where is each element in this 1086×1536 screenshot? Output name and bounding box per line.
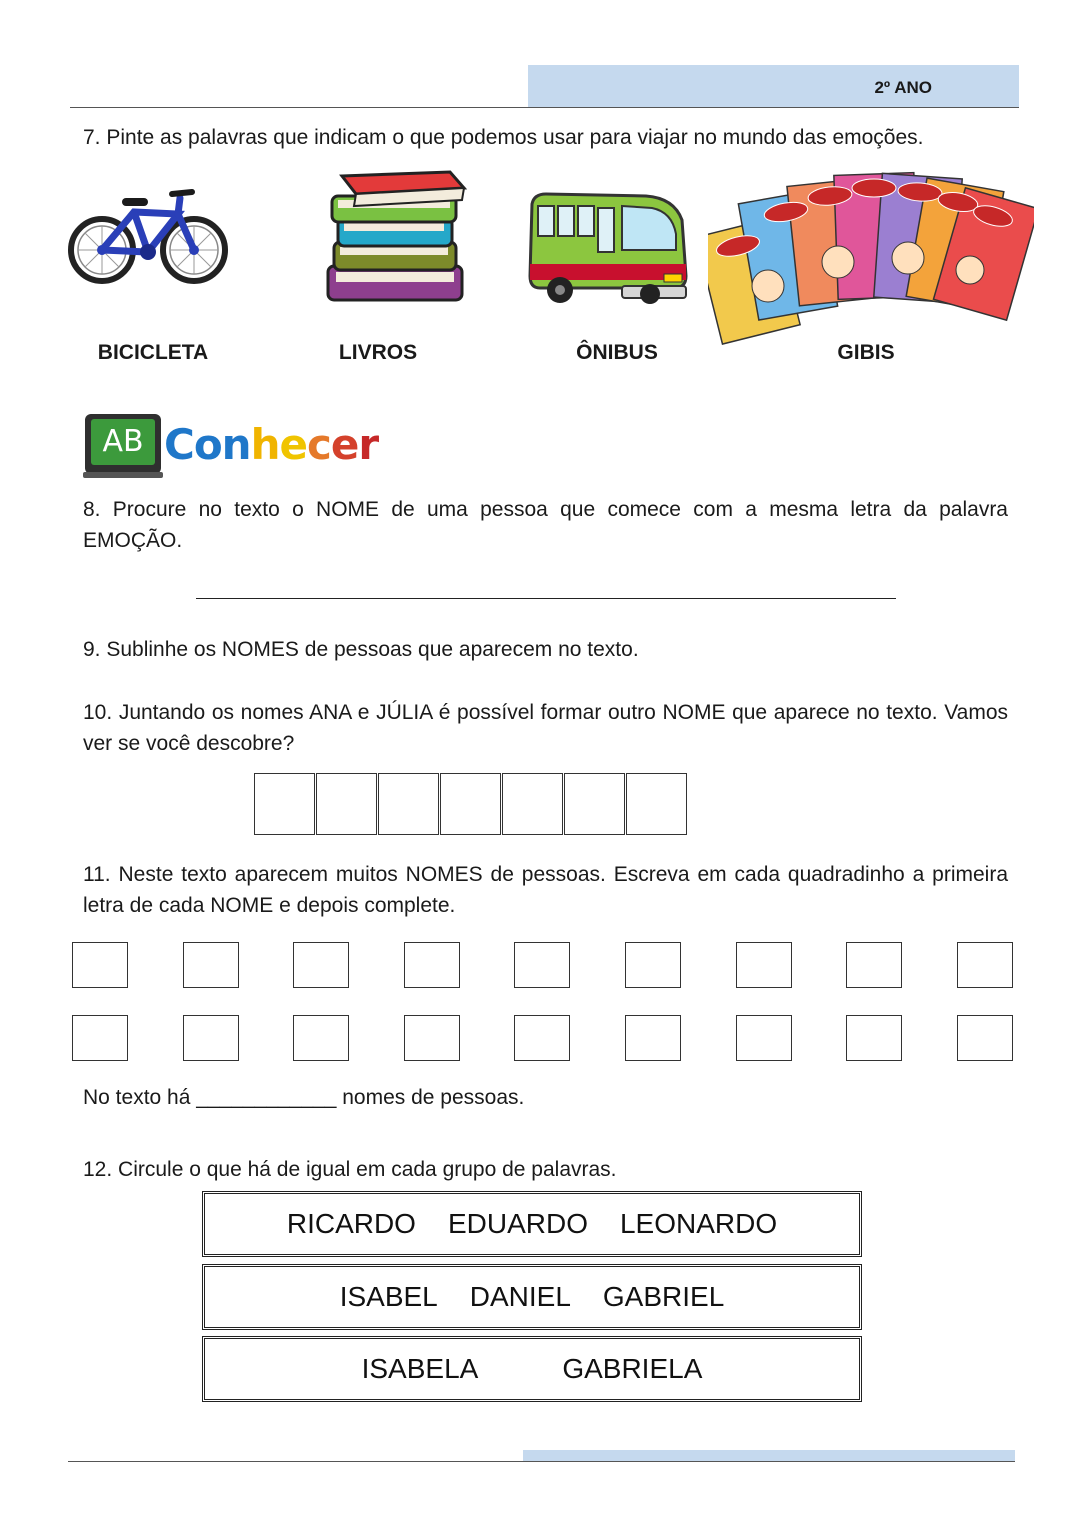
name-group-box xyxy=(202,1191,862,1257)
initial-box[interactable] xyxy=(404,1015,460,1061)
question-11-prompt: 11. Neste texto aparecem muitos NOMES de pessoas. Escreva em cada quadradinho a primeira letra de cada NOME e depois complete. xyxy=(83,863,1008,917)
initial-box[interactable] xyxy=(293,1015,349,1061)
name-count-sentence xyxy=(83,1086,524,1110)
initial-box[interactable] xyxy=(846,942,902,988)
name-count-blank[interactable]: ____________ xyxy=(196,1086,337,1109)
name-word[interactable]: DANIEL xyxy=(469,1281,571,1312)
letter-cell[interactable] xyxy=(254,773,315,835)
question-10-prompt: 10. Juntando os nomes ANA e JÚLIA é possível formar outro NOME que aparece no texto. Vamos ver se você descobre? xyxy=(83,701,1008,755)
header-rule xyxy=(70,107,1019,108)
letter-cell[interactable] xyxy=(378,773,439,835)
question-9-prompt: 9. Sublinhe os NOMES de pessoas que aparecem no texto. xyxy=(83,638,639,661)
initial-box[interactable] xyxy=(736,1015,792,1061)
name-count-suffix: nomes de pessoas. xyxy=(342,1086,525,1109)
question-8-prompt: 8. Procure no texto o NOME de uma pessoa que comece com a mesma letra da palavra EMOÇÃO. xyxy=(83,498,1008,552)
books-image xyxy=(322,170,468,306)
footer-rule xyxy=(68,1461,1015,1462)
initial-box[interactable] xyxy=(183,942,239,988)
name-word[interactable]: LEONARDO xyxy=(619,1208,778,1239)
question-10-letter-grid xyxy=(254,773,689,836)
caption-livros: LIVROS xyxy=(338,341,418,364)
caption-onibus: ÔNIBUS xyxy=(576,341,658,364)
letter-cell[interactable] xyxy=(564,773,625,835)
letter-cell[interactable] xyxy=(316,773,377,835)
caption-bicicleta: BICICLETA xyxy=(97,341,209,364)
initial-box[interactable] xyxy=(957,1015,1013,1061)
question-12-prompt: 12. Circule o que há de igual em cada grupo de palavras. xyxy=(83,1158,617,1181)
caption-gibis: GIBIS xyxy=(837,341,895,364)
initial-box[interactable] xyxy=(514,942,570,988)
initial-box[interactable] xyxy=(846,1015,902,1061)
grade-label: 2º ANO xyxy=(874,78,932,97)
question-8-answer-line[interactable] xyxy=(196,598,896,599)
bicycle-image xyxy=(68,184,228,290)
name-group-box xyxy=(202,1264,862,1330)
logo-badge: AB xyxy=(91,419,155,465)
footer-band xyxy=(523,1450,1015,1461)
initial-box[interactable] xyxy=(293,942,349,988)
name-group-box xyxy=(202,1336,862,1402)
letter-cell[interactable] xyxy=(502,773,563,835)
initial-box[interactable] xyxy=(957,942,1013,988)
chalkboard-icon xyxy=(85,414,161,478)
name-word[interactable]: ISABEL xyxy=(339,1281,438,1312)
letter-cell[interactable] xyxy=(626,773,687,835)
initial-box[interactable] xyxy=(72,942,128,988)
name-count-prefix: No texto há xyxy=(83,1086,191,1109)
name-word[interactable]: GABRIEL xyxy=(602,1281,725,1312)
letter-cell[interactable] xyxy=(440,773,501,835)
initial-box[interactable] xyxy=(736,942,792,988)
initial-box[interactable] xyxy=(625,942,681,988)
name-word[interactable]: GABRIELA xyxy=(562,1353,703,1384)
initial-box[interactable] xyxy=(72,1015,128,1061)
comics-image xyxy=(708,166,1034,346)
initial-box[interactable] xyxy=(514,1015,570,1061)
initial-box[interactable] xyxy=(625,1015,681,1061)
name-word[interactable]: ISABELA xyxy=(361,1353,479,1384)
name-word[interactable]: RICARDO xyxy=(286,1208,416,1239)
name-word[interactable]: EDUARDO xyxy=(447,1208,588,1239)
initial-box[interactable] xyxy=(404,942,460,988)
initial-box[interactable] xyxy=(183,1015,239,1061)
bus-image xyxy=(526,190,690,308)
question-7-prompt: 7. Pinte as palavras que indicam o que podemos usar para viajar no mundo das emoções. xyxy=(83,126,924,149)
section-logo-word: Conhecer xyxy=(164,420,379,469)
